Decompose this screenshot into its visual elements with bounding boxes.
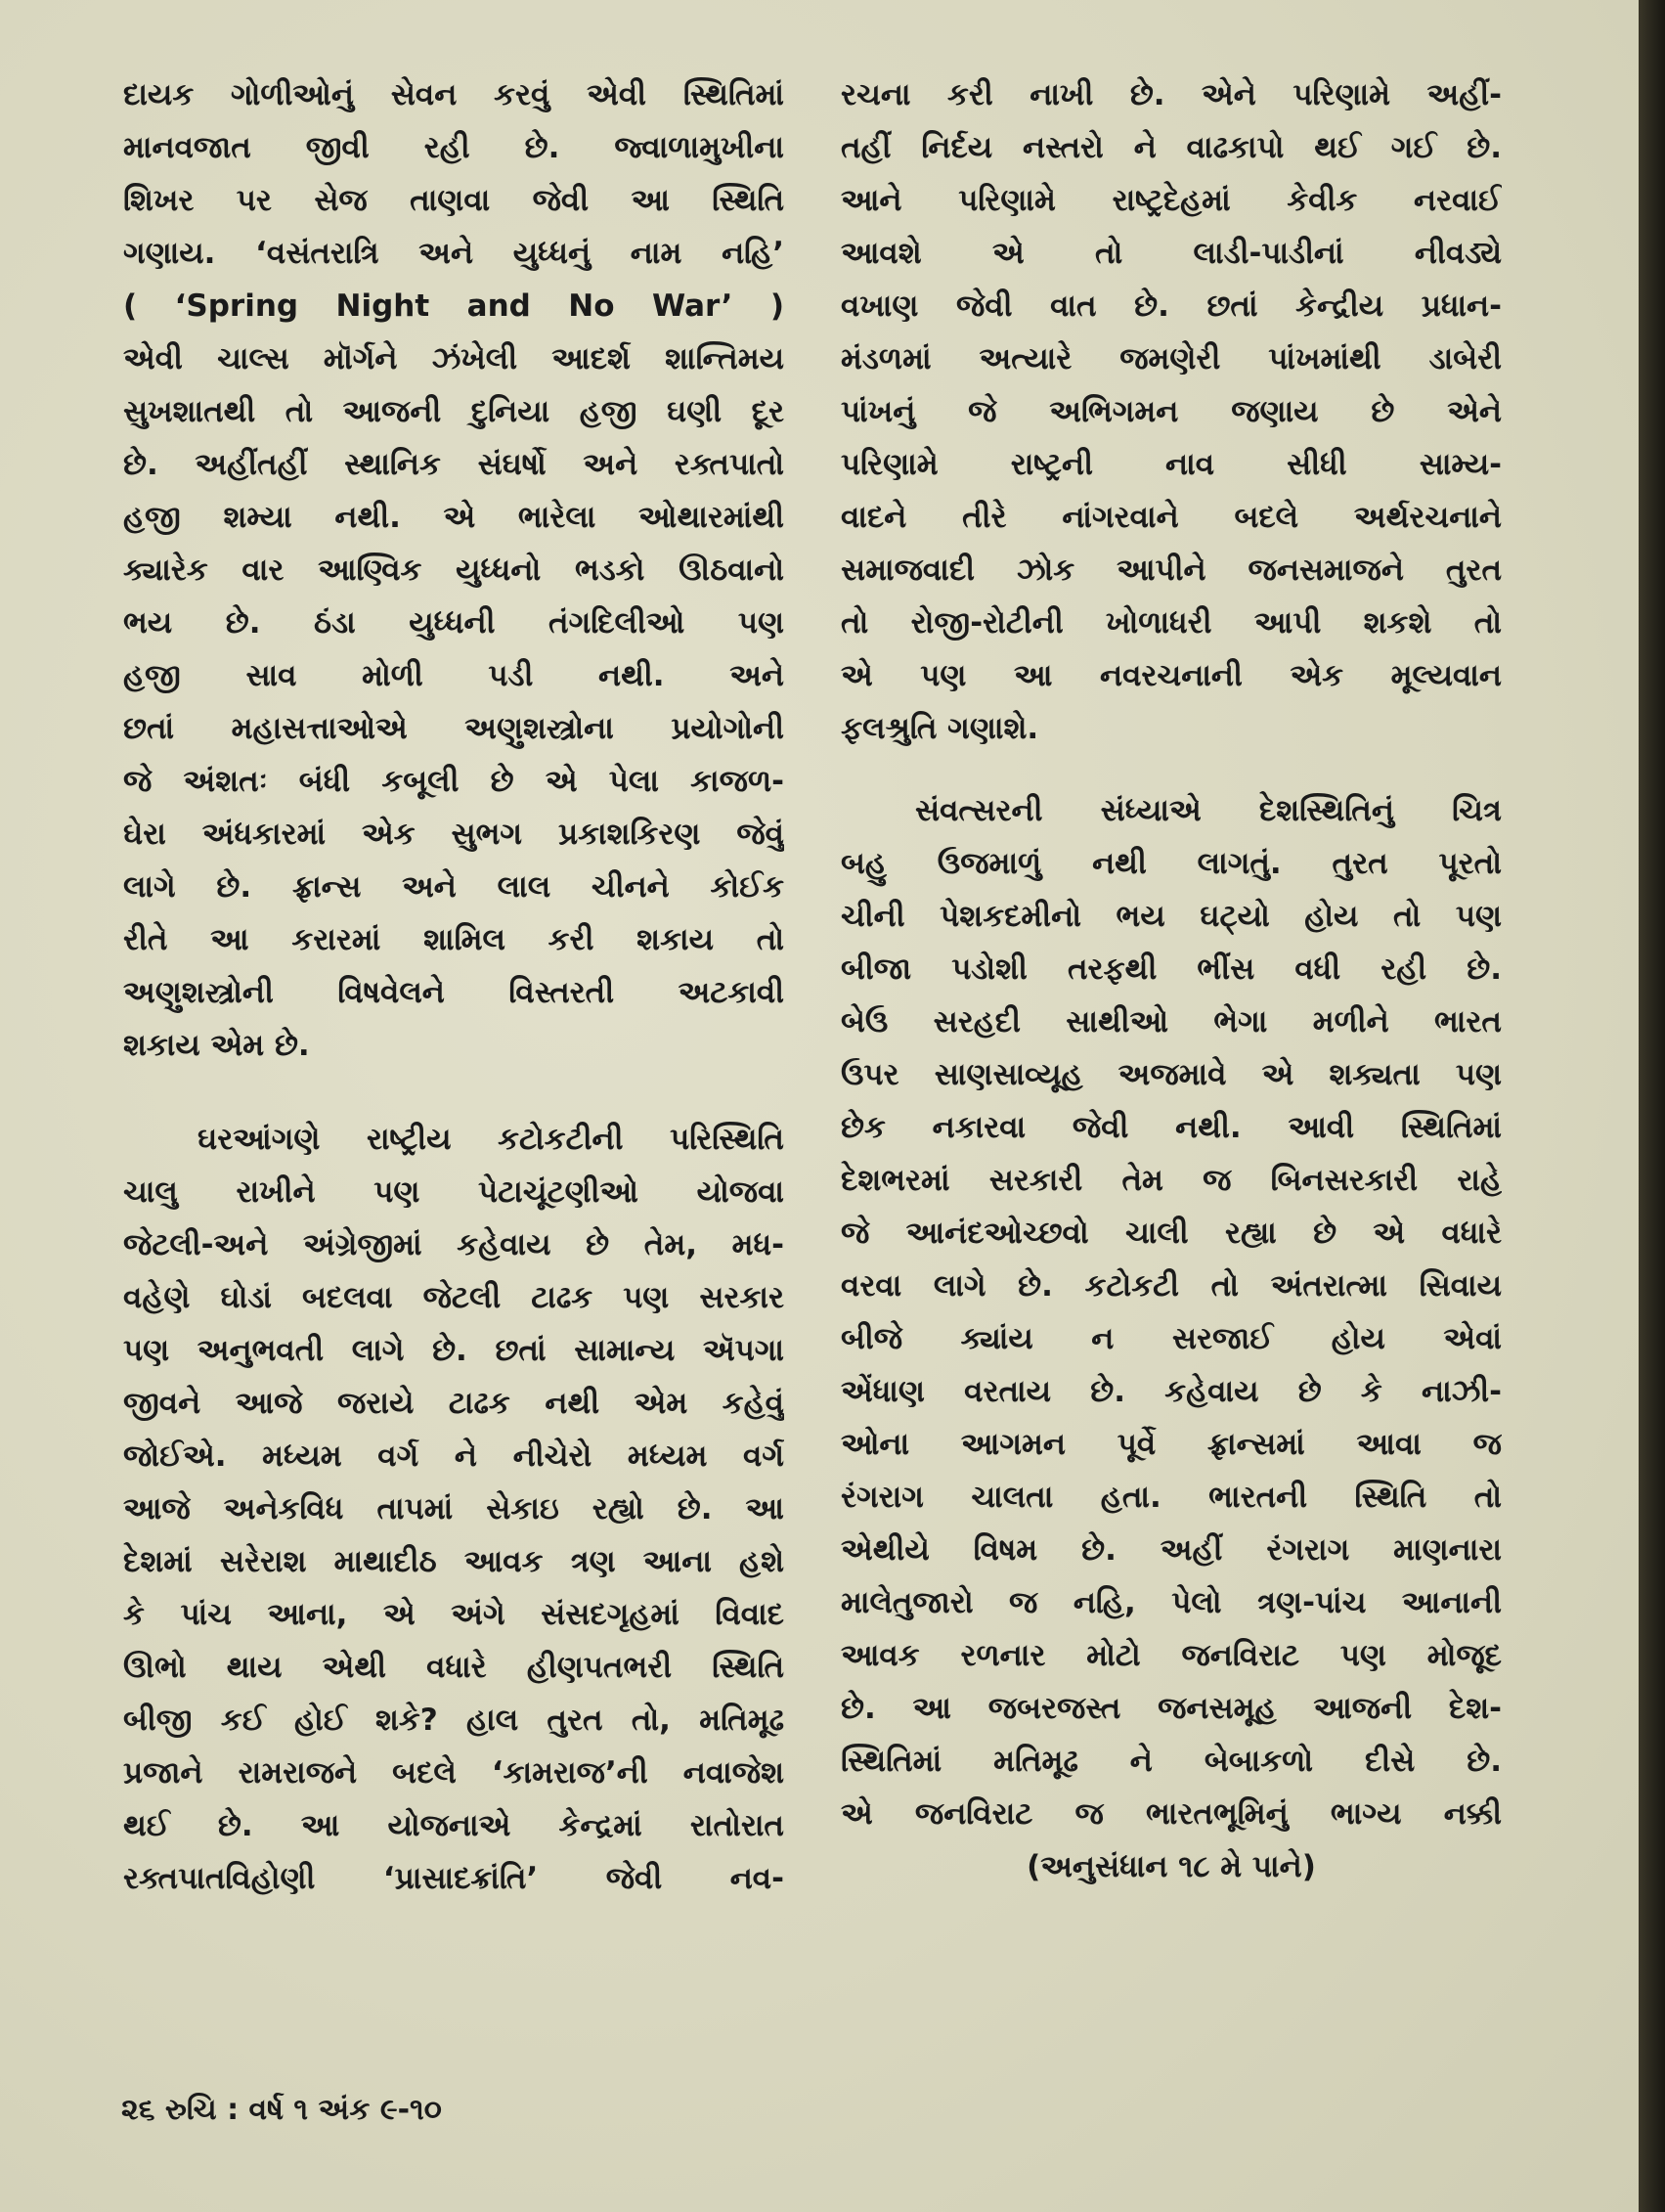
text-line: એથીયે વિષમ છે. અહીં રંગરાગ માણનારા: [841, 1532, 1502, 1568]
text-line: ગણાય. ‘વસંતરાત્રિ અને યુધ્ધનું નામ નહિ’: [123, 236, 784, 271]
text-line: વહેણે ઘોડાં બદલવા જેટલી ટાઢક પણ સરકાર: [123, 1280, 784, 1315]
text-line: રક્તપાતવિહોણી ‘પ્રાસાદક્રાંતિ’ જેવી નવ-: [123, 1861, 784, 1896]
text-line: બીજી કઈ હોઈ શકે? હાલ તુરત તો, મતિમૂઢ: [123, 1703, 784, 1738]
text-line: રંગરાગ ચાલતા હતા. ભારતની સ્થિતિ તો: [841, 1480, 1502, 1515]
text-line: સમાજવાદી ઝોક આપીને જનસમાજને તુરત: [841, 553, 1502, 588]
paragraph-gap: [841, 755, 1502, 784]
text-line: જેટલી-અને અંગ્રેજીમાં કહેવાય છે તેમ, મધ-: [123, 1227, 784, 1262]
text-line: છેક નકારવા જેવી નથી. આવી સ્થિતિમાં: [841, 1110, 1502, 1145]
text-line: મંડળમાં અત્યારે જમણેરી પાંખમાંથી ડાબેરી: [841, 341, 1502, 376]
text-line: રચના કરી નાખી છે. એને પરિણામે અહીં-: [841, 77, 1502, 112]
text-line: ફલશ્રુતિ ગણાશે.: [841, 711, 1039, 746]
text-line: તહીં નિર્દય નસ્તરો ને વાઢકાપો થઈ ગઈ છે.: [841, 130, 1502, 165]
text-line: આજે અનેકવિધ તાપમાં સેકાઇ રહ્યો છે. આ: [123, 1491, 784, 1526]
page-edge: [1639, 0, 1665, 2212]
text-line: લાગે છે. ફ્રાન્સ અને લાલ ચીનને કોઈક: [123, 869, 784, 905]
text-line: બીજે ક્યાંય ન સરજાઈ હોય એવાં: [841, 1321, 1502, 1356]
text-line: હજી શમ્યા નથી. એ ભારેલા ઓથારમાંથી: [123, 500, 784, 535]
text-line: બીજા પડોશી તરફથી ભીંસ વધી રહી છે.: [841, 951, 1502, 987]
paragraph-gap: [123, 1072, 784, 1113]
text-line: આવક રળનાર મોટો જનવિરાટ પણ મોજૂદ: [841, 1638, 1502, 1673]
text-line: દેશમાં સરેરાશ માથાદીઠ આવક ત્રણ આના હશે: [123, 1544, 784, 1579]
text-line: ભય છે. ઠંડા યુધ્ધની તંગદિલીઓ પણ: [123, 605, 784, 641]
text-line: શકાય એમ છે.: [123, 1028, 310, 1063]
text-line: જીવને આજે જરાયે ટાઢક નથી એમ કહેવું: [123, 1386, 784, 1421]
text-line: વખાણ જેવી વાત છે. છતાં કેન્દ્રીય પ્રધાન-: [841, 288, 1502, 324]
text-line: જે અંશતઃ બંધી કબૂલી છે એ પેલા કાજળ-: [123, 764, 784, 799]
text-line: રીતે આ કરારમાં શામિલ કરી શકાય તો: [123, 922, 784, 957]
text-line: જે આનંદઓચ્છવો ચાલી રહ્યા છે એ વધારે: [841, 1216, 1502, 1251]
text-line: દેશભરમાં સરકારી તેમ જ બિનસરકારી રાહે: [841, 1163, 1502, 1198]
text-line: અણુશસ્ત્રોની વિષવેલને વિસ્તરતી અટકાવી: [123, 975, 784, 1010]
text-line: વરવા લાગે છે. કટોકટી તો અંતરાત્મા સિવાય: [841, 1268, 1502, 1304]
text-line: ઉપર સાણસાવ્યૂહ અજમાવે એ શક્યતા પણ: [841, 1057, 1502, 1092]
text-line: ચાલુ રાખીને પણ પેટાચૂંટણીઓ યોજવા: [123, 1174, 784, 1210]
text-line: બેઉ સરહદી સાથીઓ ભેગા મળીને ભારત: [841, 1004, 1502, 1040]
text-line: સ્થિતિમાં મતિમૂઢ ને બેબાકળો દીસે છે.: [841, 1744, 1502, 1779]
text-line: વાદને તીરે નાંગરવાને બદલે અર્થરચનાને: [841, 500, 1502, 535]
text-line: એ પણ આ નવરચનાની એક મૂલ્યવાન: [841, 658, 1502, 693]
text-line: ( ‘Spring Night and No War’ ): [123, 288, 784, 324]
text-line: પ્રજાને રામરાજને બદલે ‘કામરાજ’ની નવાજેશ: [123, 1755, 784, 1791]
text-line: આને પરિણામે રાષ્ટ્રદેહમાં કેવીક નરવાઈ: [841, 183, 1502, 218]
text-line: ઘેરા અંધકારમાં એક સુભગ પ્રકાશકિરણ જેવું: [123, 817, 784, 852]
text-line: પણ અનુભવતી લાગે છે. છતાં સામાન્ય ઍપગા: [123, 1333, 784, 1368]
continuation-note: (અનુસંધાન ૧૮ મે પાને): [1027, 1849, 1316, 1884]
text-line: ચીની પેશકદમીનો ભય ઘટ્યો હોય તો પણ: [841, 899, 1502, 934]
text-line: છે. આ જબરજસ્ત જનસમૂહ આજની દેશ-: [841, 1691, 1502, 1726]
text-line: માનવજાત જીવી રહી છે. જ્વાળામુખીના: [123, 130, 784, 165]
text-line: આવશે એ તો લાડી-પાડીનાં નીવડ્યે: [841, 236, 1502, 271]
text-line: તો રોજી-રોટીની ખોળાધરી આપી શકશે તો: [841, 605, 1502, 641]
paragraph-first-line: ઘરઆંગણે રાષ્ટ્રીય કટોકટીની પરિસ્થિતિ: [197, 1122, 784, 1157]
text-line: દાયક ગોળીઓનું સેવન કરવું એવી સ્થિતિમાં: [123, 77, 784, 112]
text-line: જોઈએ. મધ્યમ વર્ગ ને નીચેરો મધ્યમ વર્ગ: [123, 1438, 784, 1474]
text-line: સુખશાતથી તો આજની દુનિયા હજી ઘણી દૂર: [123, 394, 784, 429]
text-line: ક્યારેક વાર આણ્વિક યુધ્ધનો ભડકો ઊઠવાનો: [123, 553, 784, 588]
text-line: થઈ છે. આ યોજનાએ કેન્દ્રમાં રાતોરાત: [123, 1808, 784, 1843]
text-line: શિખર પર સેજ તાણવા જેવી આ સ્થિતિ: [123, 183, 784, 218]
text-line: બહુ ઉજમાળું નથી લાગતું. તુરત પૂરતો: [841, 846, 1502, 881]
text-line: ઊભો થાય એથી વધારે હીણપતભરી સ્થિતિ: [123, 1650, 784, 1685]
text-line: છતાં મહાસત્તાઓએ અણુશસ્ત્રોના પ્રયોગોની: [123, 711, 784, 746]
page-footer: ૨૬ રુચિ : વર્ષ ૧ અંક ૯-૧૦: [121, 2093, 442, 2127]
text-line: એવી ચાલ્સ મૉર્ગને ઝંખેલી આદર્શ શાન્તિમય: [123, 341, 784, 376]
text-line: પાંખનું જે અભિગમન જણાય છે એને: [841, 394, 1502, 429]
paragraph-first-line: સંવત્સરની સંધ્યાએ દેશસ્થિતિનું ચિત્ર: [915, 793, 1502, 828]
text-line: છે. અહીંતહીં સ્થાનિક સંઘર્ષો અને રક્તપાતો: [123, 447, 784, 482]
text-line: એંધાણ વરતાય છે. કહેવાય છે કે નાઝી-: [841, 1374, 1502, 1409]
right-text-column: [841, 68, 1502, 1893]
text-line: ઓના આગમન પૂર્વે ફ્રાન્સમાં આવા જ: [841, 1427, 1502, 1462]
text-line: પરિણામે રાષ્ટ્રની નાવ સીધી સામ્ય-: [841, 447, 1502, 482]
text-line: માલેતુજારો જ નહિ, પેલો ત્રણ-પાંચ આનાની: [841, 1585, 1502, 1620]
text-line: કે પાંચ આના, એ અંગે સંસદગૃહમાં વિવાદ: [123, 1597, 784, 1632]
text-line: એ જનવિરાટ જ ભારતભૂમિનું ભાગ્ય નક્કી: [841, 1796, 1502, 1832]
left-text-column: [123, 68, 784, 1905]
text-line: હજી સાવ મોળી પડી નથી. અને: [123, 658, 784, 693]
